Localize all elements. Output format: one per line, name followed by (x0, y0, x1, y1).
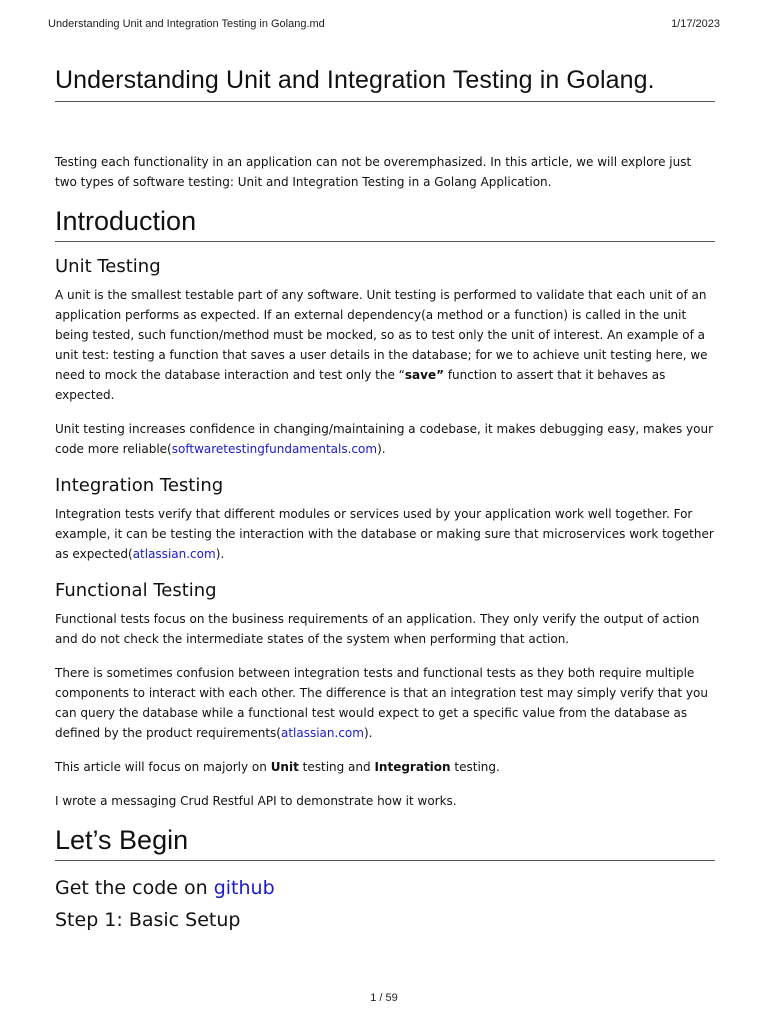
unit-paragraph-1: A unit is the smallest testable part of any software. Unit testing is performed to validate that each unit of an application performs as expected. If an external dependency(a method or a function) is called in the unit being tested, such function/method must be mocked, so as to test only the unit of interest. An example of a unit test: testing a function that saves a user details in the database; for we to achieve unit testing here, we need to mock the database interaction and test only the “save” function to assert that it behaves as expected. (55, 288, 708, 402)
get-code-heading: Get the code on github (55, 877, 275, 899)
section-heading-introduction: Introduction (55, 206, 715, 242)
header-date: 1/17/2023 (671, 18, 720, 30)
document-body (55, 66, 715, 931)
step-1-heading: Step 1: Basic Setup (55, 909, 241, 931)
header-filename: Understanding Unit and Integration Testing in Golang.md (48, 18, 325, 30)
link-atlassian-2[interactable]: atlassian.com (280, 726, 364, 740)
link-github[interactable]: github (213, 877, 275, 899)
bold-save: save” (404, 368, 444, 382)
intro-paragraph: Testing each functionality in an application can not be overemphasized. In this article, we will explore just two types of software testing: Unit and Integration Testing in a Golang Application. (55, 155, 692, 189)
subheading-unit-testing: Unit Testing (55, 256, 161, 277)
api-paragraph: I wrote a messaging Crud Restful API to demonstrate how it works. (55, 794, 457, 808)
link-atlassian-1[interactable]: atlassian.com (132, 547, 216, 561)
functional-paragraph-2: There is sometimes confusion between integration tests and functional tests as they both require multiple components to interact with each other. The difference is that an integration test may simply verify that you can query the database while a functional test would expect to get a specific value from the database as defined by the product requirements(atlassian.com). (55, 666, 708, 740)
subheading-functional-testing: Functional Testing (55, 580, 217, 601)
link-softwaretestingfundamentals[interactable]: softwaretestingfundamentals.com (171, 442, 378, 456)
page-title: Understanding Unit and Integration Testing in Golang. (55, 66, 715, 102)
focus-paragraph: This article will focus on majorly on Unit testing and Integration testing. (55, 760, 500, 774)
functional-paragraph-1: Functional tests focus on the business requirements of an application. They only verify the output of action and do not check the intermediate states of the system when performing that action. (55, 612, 700, 646)
section-heading-lets-begin: Let’s Begin (55, 825, 715, 861)
page-number: 1 / 59 (370, 992, 398, 1004)
unit-paragraph-2: Unit testing increases confidence in changing/maintaining a codebase, it makes debugging easy, makes your code more reliable(softwaretestingfundamentals.com). (55, 422, 714, 456)
print-header (48, 18, 720, 30)
subheading-integration-testing: Integration Testing (55, 475, 224, 496)
integration-paragraph: Integration tests verify that different modules or services used by your application work well together. For example, it can be testing the interaction with the database or making sure that microservices work together as expected(atlassian.com). (55, 507, 714, 561)
